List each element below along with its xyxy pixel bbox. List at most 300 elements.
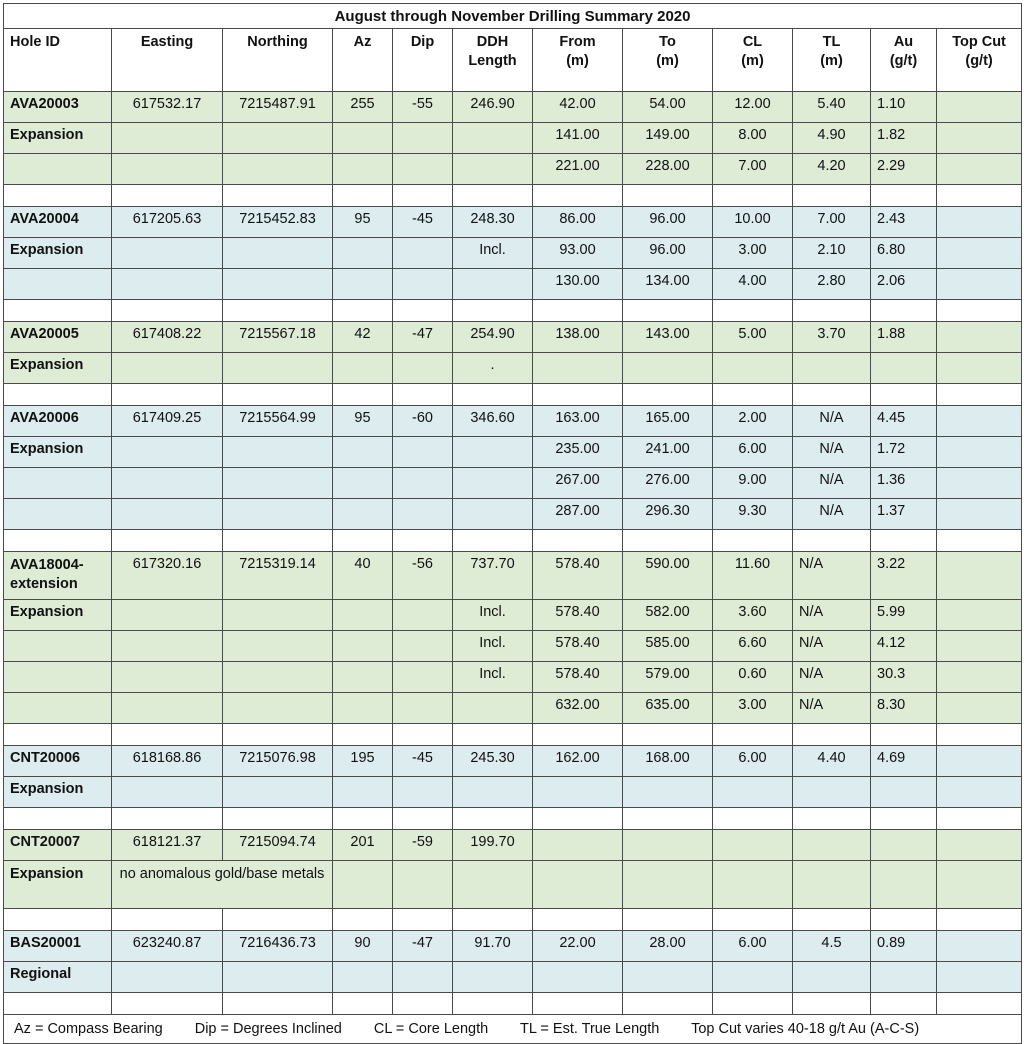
header-topcut-line1: Top Cut bbox=[952, 34, 1006, 50]
empty-cell bbox=[937, 808, 1022, 830]
empty-cell bbox=[4, 300, 112, 322]
empty-cell bbox=[871, 909, 937, 931]
cell-easting bbox=[112, 600, 223, 631]
cell-au: 3.22 bbox=[871, 552, 937, 600]
cell-northing bbox=[223, 631, 333, 662]
cell-northing bbox=[223, 123, 333, 154]
header-cl bbox=[713, 29, 793, 92]
cell-ddh: . bbox=[453, 353, 533, 384]
cell-cl: 8.00 bbox=[713, 123, 793, 154]
cell-au: 0.89 bbox=[871, 931, 937, 962]
empty-cell bbox=[533, 808, 623, 830]
cell-from bbox=[533, 777, 623, 808]
empty-cell bbox=[4, 909, 112, 931]
cell-to: 635.00 bbox=[623, 693, 713, 724]
cell-hole-id: CNT20006 bbox=[4, 746, 112, 777]
cell-to: 276.00 bbox=[623, 468, 713, 499]
cell-northing bbox=[223, 600, 333, 631]
cell-to: 296.30 bbox=[623, 499, 713, 530]
cell-au: 2.43 bbox=[871, 207, 937, 238]
cell-from bbox=[533, 861, 623, 909]
cell-to: 585.00 bbox=[623, 631, 713, 662]
cell-topcut bbox=[937, 931, 1022, 962]
empty-cell bbox=[333, 808, 393, 830]
legend-dip: Dip = Degrees Inclined bbox=[194, 1021, 342, 1037]
spacer-row bbox=[4, 909, 1022, 931]
cell-topcut bbox=[937, 322, 1022, 353]
cell-au: 1.88 bbox=[871, 322, 937, 353]
empty-cell bbox=[937, 724, 1022, 746]
cell-to: 96.00 bbox=[623, 238, 713, 269]
empty-cell bbox=[793, 909, 871, 931]
header-northing: Northing bbox=[223, 29, 333, 92]
cell-dip: -55 bbox=[393, 92, 453, 123]
legend-tl: TL = Est. True Length bbox=[520, 1021, 660, 1037]
empty-cell bbox=[871, 724, 937, 746]
cell-to bbox=[623, 861, 713, 909]
empty-cell bbox=[623, 909, 713, 931]
empty-cell bbox=[533, 300, 623, 322]
cell-hole-id: Regional bbox=[4, 962, 112, 993]
cell-dip: -59 bbox=[393, 830, 453, 861]
cell-easting bbox=[112, 693, 223, 724]
cell-easting: 623240.87 bbox=[112, 931, 223, 962]
empty-cell bbox=[453, 808, 533, 830]
empty-cell bbox=[713, 384, 793, 406]
cell-topcut bbox=[937, 123, 1022, 154]
cell-az bbox=[333, 600, 393, 631]
legend-az: Az = Compass Bearing bbox=[14, 1021, 163, 1037]
empty-cell bbox=[333, 530, 393, 552]
empty-cell bbox=[533, 185, 623, 207]
table-row bbox=[4, 861, 1022, 909]
legend-top-cut: Top Cut varies 40-18 g/t Au (A-C-S) bbox=[691, 1021, 920, 1037]
cell-to: 582.00 bbox=[623, 600, 713, 631]
cell-easting bbox=[112, 437, 223, 468]
cell-az bbox=[333, 777, 393, 808]
empty-cell bbox=[223, 993, 333, 1015]
empty-cell bbox=[937, 300, 1022, 322]
cell-tl: 4.90 bbox=[793, 123, 871, 154]
table-row bbox=[4, 631, 1022, 662]
header-ddh-line2: Length bbox=[468, 53, 517, 69]
table-row bbox=[4, 600, 1022, 631]
empty-cell bbox=[223, 909, 333, 931]
cell-tl: 4.5 bbox=[793, 931, 871, 962]
cell-au: 1.36 bbox=[871, 468, 937, 499]
cell-au: 1.82 bbox=[871, 123, 937, 154]
cell-tl: N/A bbox=[793, 468, 871, 499]
cell-topcut bbox=[937, 662, 1022, 693]
empty-cell bbox=[623, 530, 713, 552]
cell-tl: 4.20 bbox=[793, 154, 871, 185]
empty-cell bbox=[393, 185, 453, 207]
cell-topcut bbox=[937, 406, 1022, 437]
cell-dip: -47 bbox=[393, 931, 453, 962]
table-row bbox=[4, 92, 1022, 123]
cell-tl: N/A bbox=[793, 552, 871, 600]
table-row bbox=[4, 777, 1022, 808]
table-row bbox=[4, 123, 1022, 154]
cell-hole-id: Expansion bbox=[4, 437, 112, 468]
cell-northing bbox=[223, 962, 333, 993]
header-to-line1: To bbox=[659, 34, 676, 50]
empty-cell bbox=[393, 909, 453, 931]
cell-dip bbox=[393, 123, 453, 154]
cell-hole-id: Expansion bbox=[4, 123, 112, 154]
empty-cell bbox=[871, 993, 937, 1015]
cell-cl bbox=[713, 777, 793, 808]
empty-cell bbox=[937, 530, 1022, 552]
cell-dip bbox=[393, 631, 453, 662]
cell-to bbox=[623, 962, 713, 993]
cell-hole-id: AVA20005 bbox=[4, 322, 112, 353]
cell-northing: 7215487.91 bbox=[223, 92, 333, 123]
header-au-line2: (g/t) bbox=[889, 53, 918, 69]
table-row bbox=[4, 931, 1022, 962]
cell-topcut bbox=[937, 600, 1022, 631]
cell-from: 267.00 bbox=[533, 468, 623, 499]
cell-tl: 4.40 bbox=[793, 746, 871, 777]
table-row bbox=[4, 693, 1022, 724]
cell-topcut bbox=[937, 499, 1022, 530]
cell-northing: 7215564.99 bbox=[223, 406, 333, 437]
cell-topcut bbox=[937, 238, 1022, 269]
cell-to: 165.00 bbox=[623, 406, 713, 437]
cell-hole-id: AVA20004 bbox=[4, 207, 112, 238]
empty-cell bbox=[713, 909, 793, 931]
cell-northing bbox=[223, 499, 333, 530]
spacer-row bbox=[4, 724, 1022, 746]
cell-ddh bbox=[453, 154, 533, 185]
cell-cl: 7.00 bbox=[713, 154, 793, 185]
cell-to bbox=[623, 777, 713, 808]
cell-northing bbox=[223, 693, 333, 724]
cell-from: 22.00 bbox=[533, 931, 623, 962]
empty-cell bbox=[393, 530, 453, 552]
empty-cell bbox=[453, 909, 533, 931]
cell-northing: 7215452.83 bbox=[223, 207, 333, 238]
cell-easting: 617532.17 bbox=[112, 92, 223, 123]
cell-northing bbox=[223, 437, 333, 468]
cell-tl: N/A bbox=[793, 499, 871, 530]
cell-to: 96.00 bbox=[623, 207, 713, 238]
cell-ddh: Incl. bbox=[453, 631, 533, 662]
cell-from bbox=[533, 962, 623, 993]
spacer-row bbox=[4, 384, 1022, 406]
cell-dip: -45 bbox=[393, 746, 453, 777]
empty-cell bbox=[871, 185, 937, 207]
cell-az bbox=[333, 962, 393, 993]
cell-az: 201 bbox=[333, 830, 393, 861]
cell-cl: 12.00 bbox=[713, 92, 793, 123]
header-cl-line1: CL bbox=[742, 34, 763, 50]
empty-cell bbox=[793, 808, 871, 830]
cell-au bbox=[871, 861, 937, 909]
cell-az bbox=[333, 693, 393, 724]
cell-easting: 618168.86 bbox=[112, 746, 223, 777]
cell-az: 90 bbox=[333, 931, 393, 962]
cell-from: 578.40 bbox=[533, 600, 623, 631]
cell-au: 6.80 bbox=[871, 238, 937, 269]
cell-easting: 617408.22 bbox=[112, 322, 223, 353]
cell-dip bbox=[393, 693, 453, 724]
cell-northing bbox=[223, 468, 333, 499]
empty-cell bbox=[623, 300, 713, 322]
empty-cell bbox=[937, 909, 1022, 931]
empty-cell bbox=[713, 724, 793, 746]
table-row bbox=[4, 746, 1022, 777]
cell-hole-id: Expansion bbox=[4, 353, 112, 384]
table-body bbox=[4, 92, 1022, 1015]
cell-au bbox=[871, 962, 937, 993]
cell-ddh: 245.30 bbox=[453, 746, 533, 777]
cell-au: 8.30 bbox=[871, 693, 937, 724]
cell-from bbox=[533, 353, 623, 384]
cell-cl bbox=[713, 861, 793, 909]
cell-az: 40 bbox=[333, 552, 393, 600]
cell-hole-id: Expansion bbox=[4, 600, 112, 631]
empty-cell bbox=[871, 530, 937, 552]
cell-dip bbox=[393, 437, 453, 468]
empty-cell bbox=[453, 384, 533, 406]
cell-hole-id bbox=[4, 269, 112, 300]
header-au bbox=[871, 29, 937, 92]
cell-cl: 6.00 bbox=[713, 931, 793, 962]
cell-easting bbox=[112, 123, 223, 154]
cell-northing: 7216436.73 bbox=[223, 931, 333, 962]
empty-cell bbox=[793, 530, 871, 552]
cell-tl bbox=[793, 830, 871, 861]
cell-topcut bbox=[937, 830, 1022, 861]
cell-ddh: 199.70 bbox=[453, 830, 533, 861]
cell-az: 195 bbox=[333, 746, 393, 777]
table-row bbox=[4, 207, 1022, 238]
cell-topcut bbox=[937, 552, 1022, 600]
table-row bbox=[4, 406, 1022, 437]
cell-au: 1.10 bbox=[871, 92, 937, 123]
cell-easting bbox=[112, 468, 223, 499]
empty-cell bbox=[4, 185, 112, 207]
cell-au: 1.72 bbox=[871, 437, 937, 468]
cell-topcut bbox=[937, 269, 1022, 300]
cell-northing: 7215567.18 bbox=[223, 322, 333, 353]
empty-cell bbox=[871, 300, 937, 322]
cell-dip bbox=[393, 662, 453, 693]
header-top-cut bbox=[937, 29, 1022, 92]
empty-cell bbox=[393, 808, 453, 830]
cell-az bbox=[333, 861, 393, 909]
cell-topcut bbox=[937, 437, 1022, 468]
cell-to: 28.00 bbox=[623, 931, 713, 962]
header-topcut-line2: (g/t) bbox=[965, 53, 993, 69]
empty-cell bbox=[333, 724, 393, 746]
cell-au: 2.06 bbox=[871, 269, 937, 300]
cell-topcut bbox=[937, 746, 1022, 777]
empty-cell bbox=[333, 993, 393, 1015]
header-tl bbox=[793, 29, 871, 92]
cell-ddh: Incl. bbox=[453, 238, 533, 269]
cell-easting: 617205.63 bbox=[112, 207, 223, 238]
cell-dip bbox=[393, 353, 453, 384]
cell-from: 93.00 bbox=[533, 238, 623, 269]
table-row bbox=[4, 238, 1022, 269]
cell-dip: -56 bbox=[393, 552, 453, 600]
cell-topcut bbox=[937, 468, 1022, 499]
cell-from: 138.00 bbox=[533, 322, 623, 353]
cell-tl: 5.40 bbox=[793, 92, 871, 123]
table-row bbox=[4, 322, 1022, 353]
empty-cell bbox=[4, 724, 112, 746]
cell-tl: N/A bbox=[793, 693, 871, 724]
empty-cell bbox=[223, 530, 333, 552]
cell-au: 5.99 bbox=[871, 600, 937, 631]
cell-hole-id: Expansion bbox=[4, 861, 112, 909]
cell-from: 130.00 bbox=[533, 269, 623, 300]
cell-tl: 7.00 bbox=[793, 207, 871, 238]
cell-northing bbox=[223, 777, 333, 808]
cell-tl bbox=[793, 861, 871, 909]
cell-au: 30.3 bbox=[871, 662, 937, 693]
cell-tl bbox=[793, 353, 871, 384]
cell-easting bbox=[112, 962, 223, 993]
spacer-row bbox=[4, 993, 1022, 1015]
empty-cell bbox=[223, 300, 333, 322]
cell-easting: 617409.25 bbox=[112, 406, 223, 437]
empty-cell bbox=[223, 808, 333, 830]
cell-cl: 6.00 bbox=[713, 746, 793, 777]
cell-az: 255 bbox=[333, 92, 393, 123]
empty-cell bbox=[793, 993, 871, 1015]
cell-to: 579.00 bbox=[623, 662, 713, 693]
empty-cell bbox=[112, 724, 223, 746]
cell-ddh: 254.90 bbox=[453, 322, 533, 353]
header-hole-id: Hole ID bbox=[4, 29, 112, 92]
cell-easting: 618121.37 bbox=[112, 830, 223, 861]
cell-az bbox=[333, 662, 393, 693]
cell-topcut bbox=[937, 92, 1022, 123]
cell-cl: 6.00 bbox=[713, 437, 793, 468]
legend-cl: CL = Core Length bbox=[373, 1021, 489, 1037]
cell-to: 228.00 bbox=[623, 154, 713, 185]
cell-northing bbox=[223, 154, 333, 185]
header-from-line1: From bbox=[559, 34, 596, 50]
cell-hole-id: Expansion bbox=[4, 777, 112, 808]
spacer-row bbox=[4, 185, 1022, 207]
cell-az bbox=[333, 154, 393, 185]
cell-ddh: 246.90 bbox=[453, 92, 533, 123]
cell-northing bbox=[223, 353, 333, 384]
empty-cell bbox=[4, 993, 112, 1015]
header-from-line2: (m) bbox=[566, 53, 589, 69]
cell-hole-id: BAS20001 bbox=[4, 931, 112, 962]
cell-cl: 0.60 bbox=[713, 662, 793, 693]
cell-au: 4.45 bbox=[871, 406, 937, 437]
cell-au bbox=[871, 353, 937, 384]
cell-tl: N/A bbox=[793, 662, 871, 693]
cell-dip: -47 bbox=[393, 322, 453, 353]
cell-dip bbox=[393, 468, 453, 499]
cell-az: 42 bbox=[333, 322, 393, 353]
cell-cl: 11.60 bbox=[713, 552, 793, 600]
empty-cell bbox=[112, 300, 223, 322]
empty-cell bbox=[112, 185, 223, 207]
cell-cl: 3.00 bbox=[713, 693, 793, 724]
empty-cell bbox=[453, 185, 533, 207]
cell-easting bbox=[112, 631, 223, 662]
empty-cell bbox=[4, 384, 112, 406]
spacer-row bbox=[4, 300, 1022, 322]
empty-cell bbox=[112, 384, 223, 406]
cell-topcut bbox=[937, 861, 1022, 909]
empty-cell bbox=[533, 384, 623, 406]
empty-cell bbox=[223, 185, 333, 207]
cell-hole-id: CNT20007 bbox=[4, 830, 112, 861]
cell-to bbox=[623, 830, 713, 861]
empty-cell bbox=[393, 384, 453, 406]
empty-cell bbox=[453, 993, 533, 1015]
cell-from: 578.40 bbox=[533, 631, 623, 662]
cell-au bbox=[871, 830, 937, 861]
empty-cell bbox=[453, 530, 533, 552]
empty-cell bbox=[453, 300, 533, 322]
header-tl-line1: TL bbox=[822, 34, 841, 50]
cell-tl: N/A bbox=[793, 600, 871, 631]
empty-cell bbox=[4, 530, 112, 552]
cell-az bbox=[333, 238, 393, 269]
cell-az bbox=[333, 123, 393, 154]
cell-az bbox=[333, 468, 393, 499]
cell-to: 149.00 bbox=[623, 123, 713, 154]
cell-from: 163.00 bbox=[533, 406, 623, 437]
cell-tl: N/A bbox=[793, 406, 871, 437]
empty-cell bbox=[4, 808, 112, 830]
cell-ddh bbox=[453, 468, 533, 499]
cell-from: 221.00 bbox=[533, 154, 623, 185]
spacer-row bbox=[4, 808, 1022, 830]
cell-hole-id: AVA20006 bbox=[4, 406, 112, 437]
cell-from: 578.40 bbox=[533, 552, 623, 600]
empty-cell bbox=[937, 185, 1022, 207]
cell-to: 54.00 bbox=[623, 92, 713, 123]
cell-topcut bbox=[937, 962, 1022, 993]
empty-cell bbox=[533, 993, 623, 1015]
cell-to: 134.00 bbox=[623, 269, 713, 300]
empty-cell bbox=[533, 530, 623, 552]
cell-dip bbox=[393, 861, 453, 909]
cell-tl bbox=[793, 962, 871, 993]
cell-tl: 2.80 bbox=[793, 269, 871, 300]
cell-easting bbox=[112, 662, 223, 693]
empty-cell bbox=[112, 909, 223, 931]
cell-dip bbox=[393, 499, 453, 530]
cell-dip bbox=[393, 962, 453, 993]
cell-au: 2.29 bbox=[871, 154, 937, 185]
cell-ddh bbox=[453, 693, 533, 724]
cell-cl: 5.00 bbox=[713, 322, 793, 353]
cell-northing: 7215076.98 bbox=[223, 746, 333, 777]
empty-cell bbox=[623, 808, 713, 830]
empty-cell bbox=[112, 808, 223, 830]
cell-dip bbox=[393, 600, 453, 631]
empty-cell bbox=[333, 384, 393, 406]
empty-cell bbox=[713, 808, 793, 830]
cell-ddh: Incl. bbox=[453, 662, 533, 693]
cell-ddh bbox=[453, 123, 533, 154]
cell-northing bbox=[223, 238, 333, 269]
cell-ddh: 91.70 bbox=[453, 931, 533, 962]
cell-cl bbox=[713, 962, 793, 993]
